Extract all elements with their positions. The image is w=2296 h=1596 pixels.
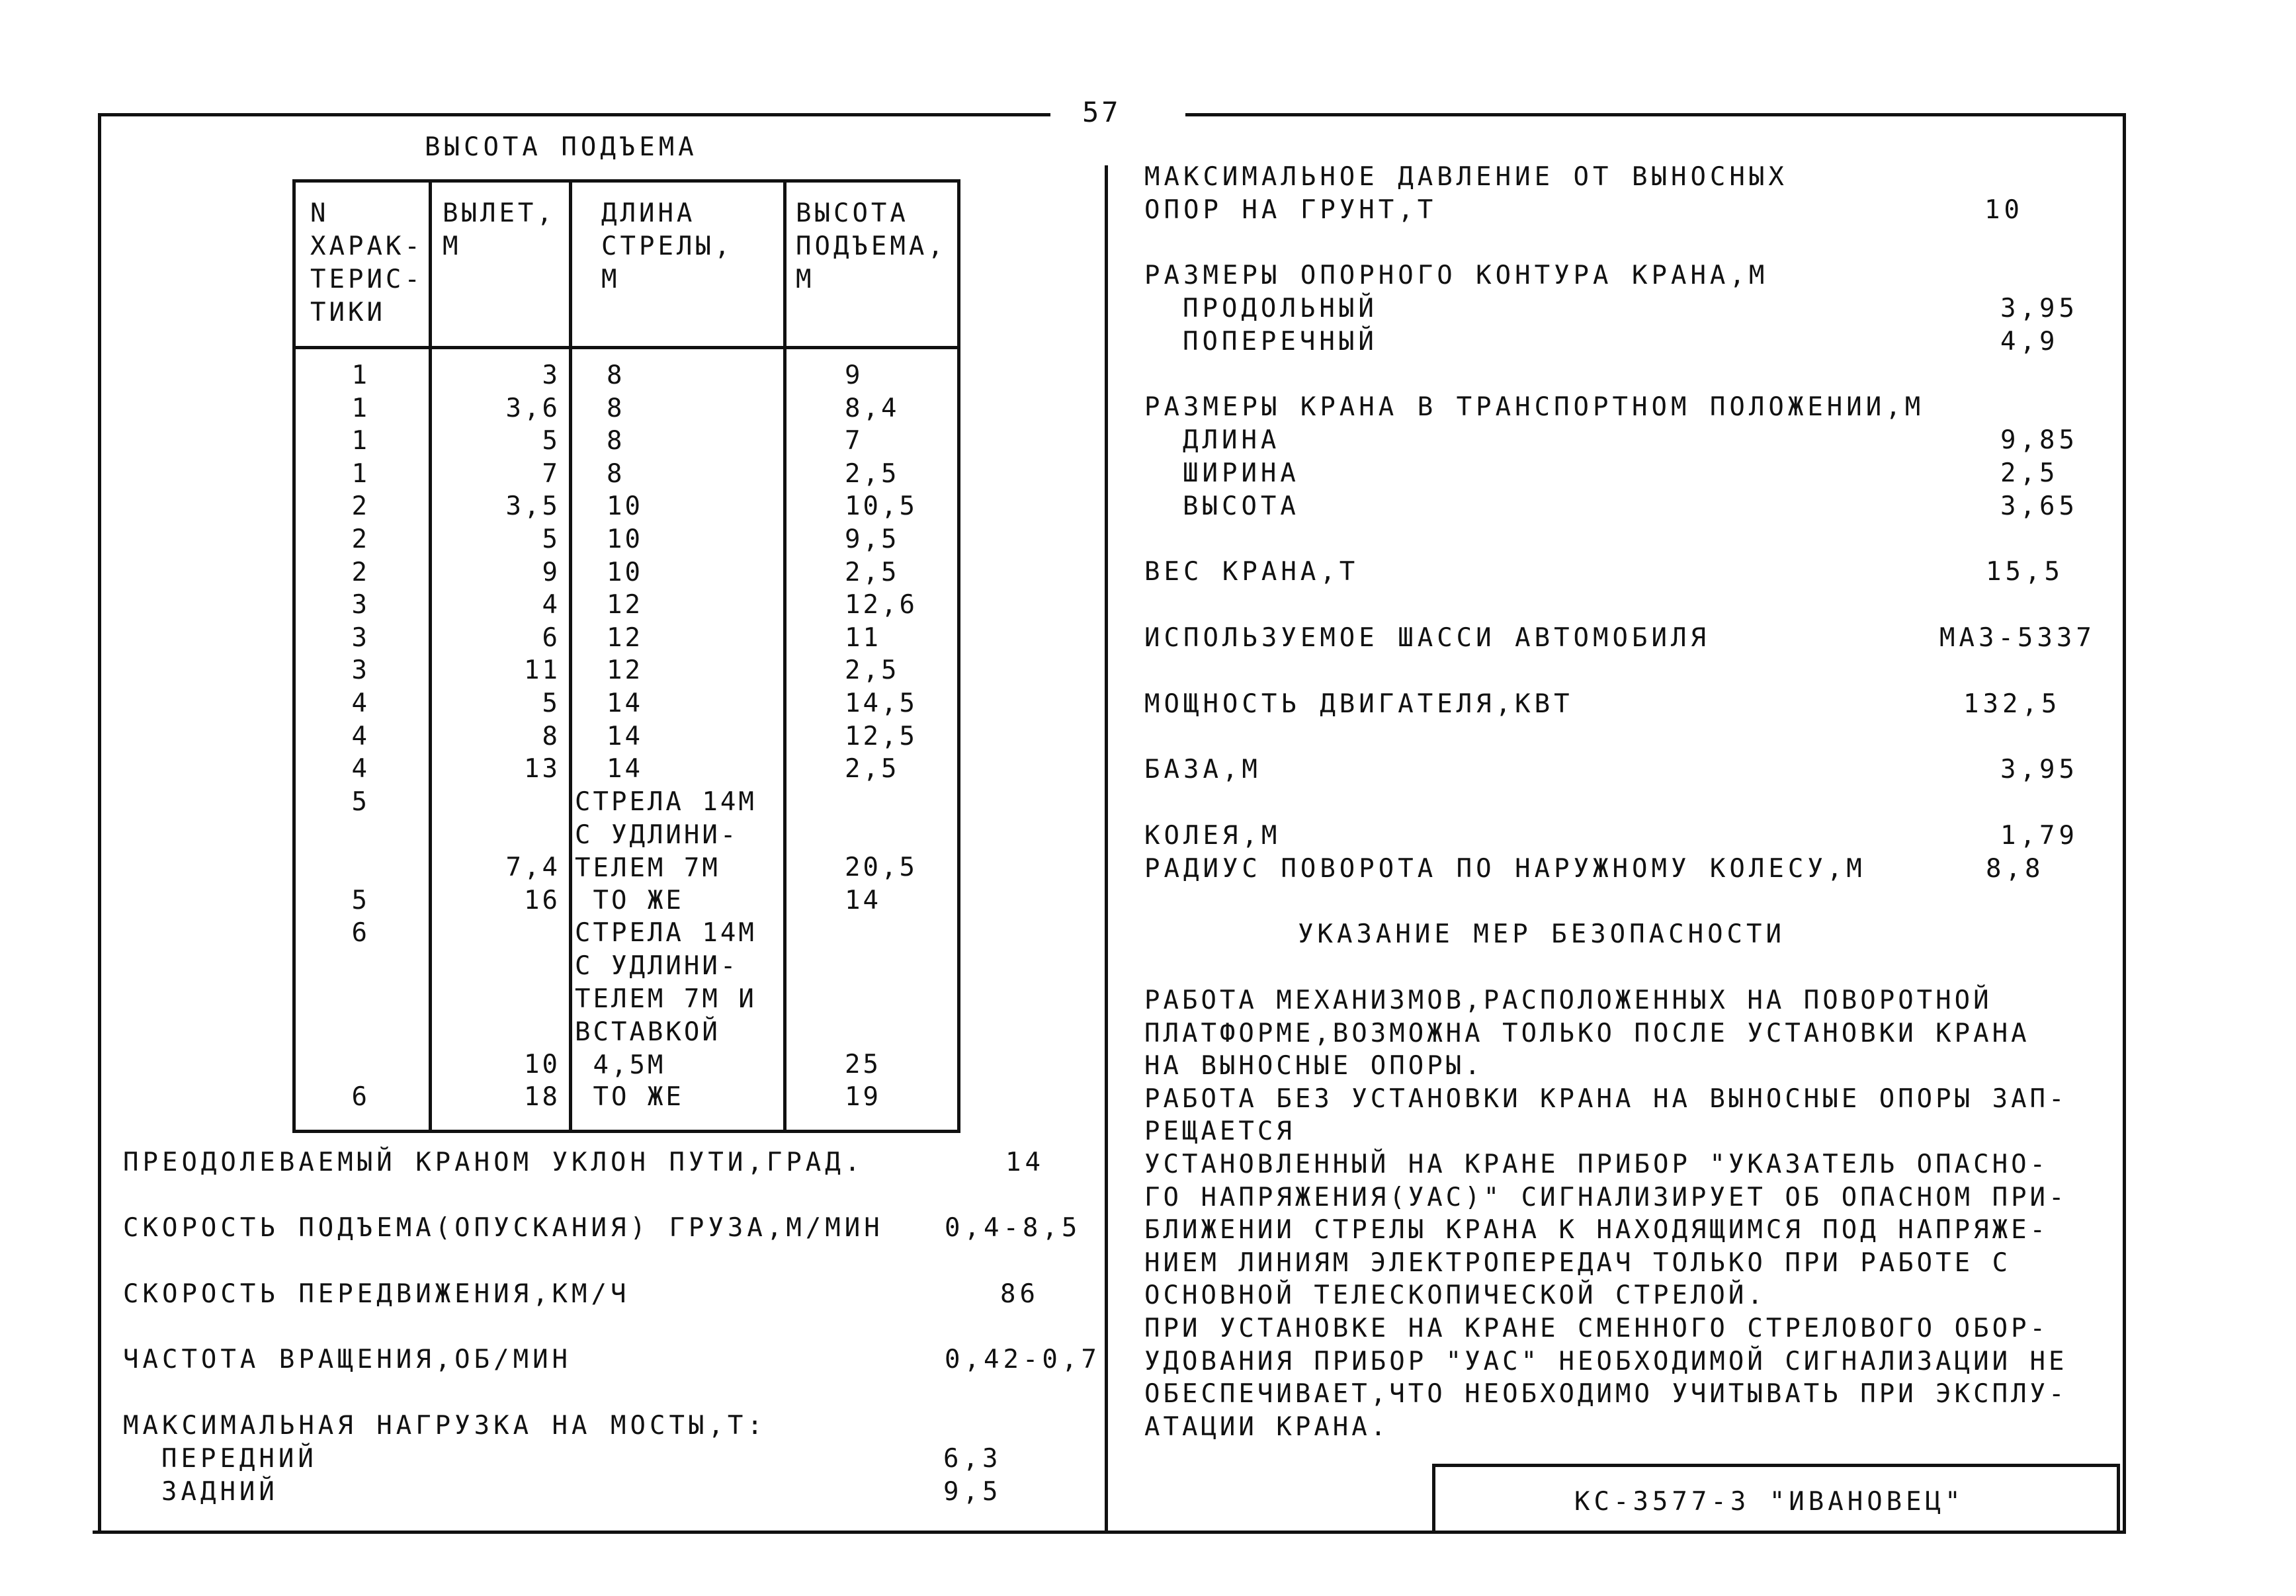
cell-lift-height: 12,6 (845, 590, 917, 620)
safety-line: УСТАНОВЛЕННЫЙ НА КРАНЕ ПРИБОР "УКАЗАТЕЛЬ ОПАСНО- (1144, 1149, 2049, 1179)
frame-right (2123, 113, 2126, 1534)
table-header-divider (296, 346, 957, 349)
spec-lift-speed-label: СКОРОСТЬ ПОДЪЕМА(ОПУСКАНИЯ) ГРУЗА,М/МИН (123, 1213, 884, 1243)
radius-label: РАДИУС ПОВОРОТА ПО НАРУЖНОМУ КОЛЕСУ,М (1144, 854, 1866, 884)
width-value: 2,5 (2000, 458, 2059, 488)
cell-boom-length: 10 (607, 491, 643, 522)
cell-lift-height: 14 (845, 885, 881, 915)
track-label: КОЛЕЯ,М (1144, 821, 1281, 851)
cell-characteristic: 2 (351, 525, 370, 554)
cell-reach: 5 (542, 525, 560, 554)
cell-characteristic: 2 (351, 491, 370, 522)
spec-lift-speed-value: 0,4-8,5 (945, 1213, 1082, 1243)
height-label: ВЫСОТА (1183, 491, 1300, 521)
cell-characteristic: 4 (351, 689, 370, 718)
frame-top-left (98, 113, 1050, 116)
safety-line: ГО НАПРЯЖЕНИЯ(УАС)" СИГНАЛИЗИРУЕТ ОБ ОПАСНОМ ПРИ- (1144, 1182, 2068, 1212)
cell-boom-length: 10 (607, 557, 643, 587)
cell-lift-height: 10,5 (845, 491, 917, 522)
cell-reach: 10 (524, 1049, 560, 1079)
cell-reach: 7 (542, 458, 560, 489)
cell-boom-length: 12 (607, 655, 643, 686)
contour-long-label: ПРОДОЛЬНЫЙ (1183, 294, 1378, 323)
table-title: ВЫСОТА ПОДЪЕМА (425, 132, 698, 162)
power-label: МОЩНОСТЬ ДВИГАТЕЛЯ,КВТ (1144, 689, 1574, 719)
contour-label: РАЗМЕРЫ ОПОРНОГО КОНТУРА КРАНА,М (1144, 261, 1769, 290)
spec-slope-value: 14 (1005, 1148, 1044, 1177)
base-value: 3,95 (2000, 755, 2078, 784)
cell-characteristic: 1 (351, 360, 370, 390)
spec-rotation-value: 0,42-0,7 (945, 1345, 1101, 1374)
base-label: БАЗА,М (1144, 755, 1261, 784)
cell-lift-height: 2,5 (845, 458, 900, 489)
header-characteristic: N ХАРАК- ТЕРИС- ТИКИ (310, 198, 423, 327)
contour-cross-value: 4,9 (2000, 327, 2059, 357)
safety-line: РЕЩАЕТСЯ (1144, 1116, 1295, 1147)
cell-characteristic: 5 (351, 885, 370, 915)
cell-boom-length: 14 (607, 721, 643, 751)
table-col-divider (429, 183, 432, 1130)
spec-travel-speed-label: СКОРОСТЬ ПЕРЕДВИЖЕНИЯ,КМ/Ч (123, 1279, 630, 1309)
cell-boom-length: 8 (607, 458, 625, 489)
cell-characteristic: 1 (351, 426, 370, 456)
table-col-divider (569, 183, 572, 1130)
safety-line: АТАЦИИ КРАНА. (1144, 1411, 1390, 1442)
cell-characteristic: 5 (351, 786, 370, 817)
cell-lift-height: 14,5 (845, 689, 917, 718)
header-reach: ВЫЛЕТ, М (443, 198, 556, 261)
weight-label: ВЕС КРАНА,Т (1144, 557, 1359, 587)
cell-boom-length: 8 (607, 426, 625, 456)
cell-reach: 11 (524, 655, 560, 686)
safety-line: НИЕМ ЛИНИЯМ ЭЛЕКТРОПЕРЕДАЧ ТОЛЬКО ПРИ РАБОТЕ С (1144, 1247, 2012, 1278)
safety-line: БЛИЖЕНИИ СТРЕЛЫ КРАНА К НАХОДЯЩИМСЯ ПОД НАПРЯЖЕ- (1144, 1215, 2049, 1245)
header-lift-height: ВЫСОТА ПОДЪЕМА, М (796, 198, 947, 294)
cell-characteristic: 1 (351, 393, 370, 423)
pressure-label-2: ОПОР НА ГРУНТ,Т (1144, 195, 1437, 225)
safety-line: УДОВАНИЯ ПРИБОР "УАС" НЕОБХОДИМОЙ СИГНАЛИЗАЦИИ НЕ (1144, 1346, 2068, 1376)
cell-reach: 13 (524, 754, 560, 784)
lift-height-table (292, 179, 960, 1133)
cell-reach: 3,6 (505, 393, 560, 423)
cell-characteristic: 1 (351, 458, 370, 489)
axle-rear-value: 9,5 (943, 1477, 1002, 1507)
safety-line: РАБОТА МЕХАНИЗМОВ,РАСПОЛОЖЕННЫХ НА ПОВОРОТНОЙ (1144, 986, 1992, 1015)
cell-boom-length: СТРЕЛА 14М С УДЛИНИ- ТЕЛЕМ 7М И ВСТАВКОЙ 4,5М (575, 918, 757, 1081)
pressure-label-1: МАКСИМАЛЬНОЕ ДАВЛЕНИЕ ОТ ВЫНОСНЫХ (1144, 162, 1788, 192)
cell-characteristic: 3 (351, 622, 370, 653)
cell-boom-length: ТО ЖЕ (575, 885, 684, 915)
contour-long-value: 3,95 (2000, 294, 2078, 323)
cell-boom-length: 12 (607, 590, 643, 620)
cell-boom-length: ТО ЖЕ (575, 1082, 684, 1113)
cell-boom-length: 12 (607, 622, 643, 653)
safety-line: ОСНОВНОЙ ТЕЛЕСКОПИЧЕСКОЙ СТРЕЛОЙ. (1144, 1281, 1766, 1311)
axle-load-label: МАКСИМАЛЬНАЯ НАГРУЗКА НА МОСТЫ,Т: (123, 1411, 767, 1441)
cell-boom-length: СТРЕЛА 14М С УДЛИНИ- ТЕЛЕМ 7М (575, 786, 757, 883)
cell-reach: 8 (542, 721, 560, 751)
cell-lift-height: 9,5 (845, 525, 900, 554)
power-value: 132,5 (1963, 689, 2061, 719)
cell-boom-length: 8 (607, 393, 625, 423)
cell-reach: 3 (542, 360, 560, 390)
width-label: ШИРИНА (1183, 458, 1300, 488)
spec-slope-label: ПРЕОДОЛЕВАЕМЫЙ КРАНОМ УКЛОН ПУТИ,ГРАД. (123, 1148, 865, 1177)
page-number: 57 (1082, 96, 1121, 128)
cell-reach: 16 (524, 885, 560, 915)
cell-lift-height: 7 (845, 426, 863, 456)
center-divider (1105, 165, 1108, 1534)
cell-characteristic: 6 (351, 1082, 370, 1113)
transport-label: РАЗМЕРЫ КРАНА В ТРАНСПОРТНОМ ПОЛОЖЕНИИ,М (1144, 392, 1925, 422)
table-col-divider (783, 183, 787, 1130)
cell-boom-length: 8 (607, 360, 625, 390)
stamp-title: КС-3577-3 "ИВАНОВЕЦ" (1574, 1487, 1965, 1517)
cell-reach: 6 (542, 622, 560, 653)
title-stamp (1432, 1464, 2120, 1533)
cell-lift-height: 20,5 (845, 853, 917, 882)
cell-lift-height: 25 (845, 1049, 881, 1079)
cell-characteristic: 3 (351, 590, 370, 620)
cell-boom-length: 10 (607, 525, 643, 554)
track-value: 1,79 (2000, 821, 2078, 851)
safety-line: ПРИ УСТАНОВКЕ НА КРАНЕ СМЕННОГО СТРЕЛОВОГО ОБОР- (1144, 1313, 2049, 1343)
pressure-value: 10 (1984, 195, 2023, 225)
cell-lift-height: 8,4 (845, 393, 900, 423)
cell-boom-length: 14 (607, 689, 643, 718)
cell-characteristic: 2 (351, 557, 370, 587)
cell-reach: 5 (542, 426, 560, 456)
radius-value: 8,8 (1986, 854, 2045, 884)
cell-characteristic: 4 (351, 754, 370, 784)
cell-lift-height: 11 (845, 622, 881, 653)
cell-lift-height: 2,5 (845, 655, 900, 686)
height-value: 3,65 (2000, 491, 2078, 521)
spec-rotation-label: ЧАСТОТА ВРАЩЕНИЯ,ОБ/МИН (123, 1345, 572, 1374)
cell-lift-height: 2,5 (845, 557, 900, 587)
cell-lift-height: 9 (845, 360, 863, 390)
cell-lift-height: 19 (845, 1082, 881, 1113)
cell-reach: 5 (542, 689, 560, 718)
contour-cross-label: ПОПЕРЕЧНЫЙ (1183, 327, 1378, 357)
cell-reach: 3,5 (505, 491, 560, 522)
chassis-label: ИСПОЛЬЗУЕМОЕ ШАССИ АВТОМОБИЛЯ (1144, 623, 1710, 653)
cell-reach: 18 (524, 1082, 560, 1113)
frame-top-right (1185, 113, 2126, 116)
weight-value: 15,5 (1986, 557, 2064, 587)
chassis-value: МАЗ-5337 (1939, 623, 2096, 653)
safety-title: УКАЗАНИЕ МЕР БЕЗОПАСНОСТИ (1298, 919, 1785, 949)
safety-line: РАБОТА БЕЗ УСТАНОВКИ КРАНА НА ВЫНОСНЫЕ ОПОРЫ ЗАП- (1144, 1083, 2068, 1114)
cell-characteristic: 6 (351, 918, 370, 948)
cell-lift-height: 2,5 (845, 754, 900, 784)
cell-reach: 7,4 (505, 853, 560, 882)
cell-lift-height: 12,5 (845, 721, 917, 751)
cell-reach: 4 (542, 590, 560, 620)
axle-front-label: ПЕРЕДНИЙ (161, 1444, 318, 1474)
frame-left (98, 113, 101, 1534)
safety-text (1144, 984, 2068, 1443)
safety-line: НА ВЫНОСНЫЕ ОПОРЫ. (1144, 1051, 1484, 1081)
length-label: ДЛИНА (1183, 425, 1281, 455)
cell-characteristic: 3 (351, 655, 370, 686)
length-value: 9,85 (2000, 425, 2078, 455)
axle-rear-label: ЗАДНИЙ (161, 1477, 278, 1507)
header-boom-length: ДЛИНА СТРЕЛЫ, М (601, 198, 734, 294)
safety-line: ОБЕСПЕЧИВАЕТ,ЧТО НЕОБХОДИМО УЧИТЫВАТЬ ПРИ ЭКСПЛУ- (1144, 1379, 2068, 1409)
safety-line: ПЛАТФОРМЕ,ВОЗМОЖНА ТОЛЬКО ПОСЛЕ УСТАНОВКИ КРАНА (1144, 1018, 2030, 1048)
cell-characteristic: 4 (351, 721, 370, 751)
axle-front-value: 6,3 (943, 1444, 1002, 1474)
spec-travel-speed-value: 86 (1000, 1279, 1039, 1309)
cell-boom-length: 14 (607, 754, 643, 784)
cell-reach: 9 (542, 557, 560, 587)
